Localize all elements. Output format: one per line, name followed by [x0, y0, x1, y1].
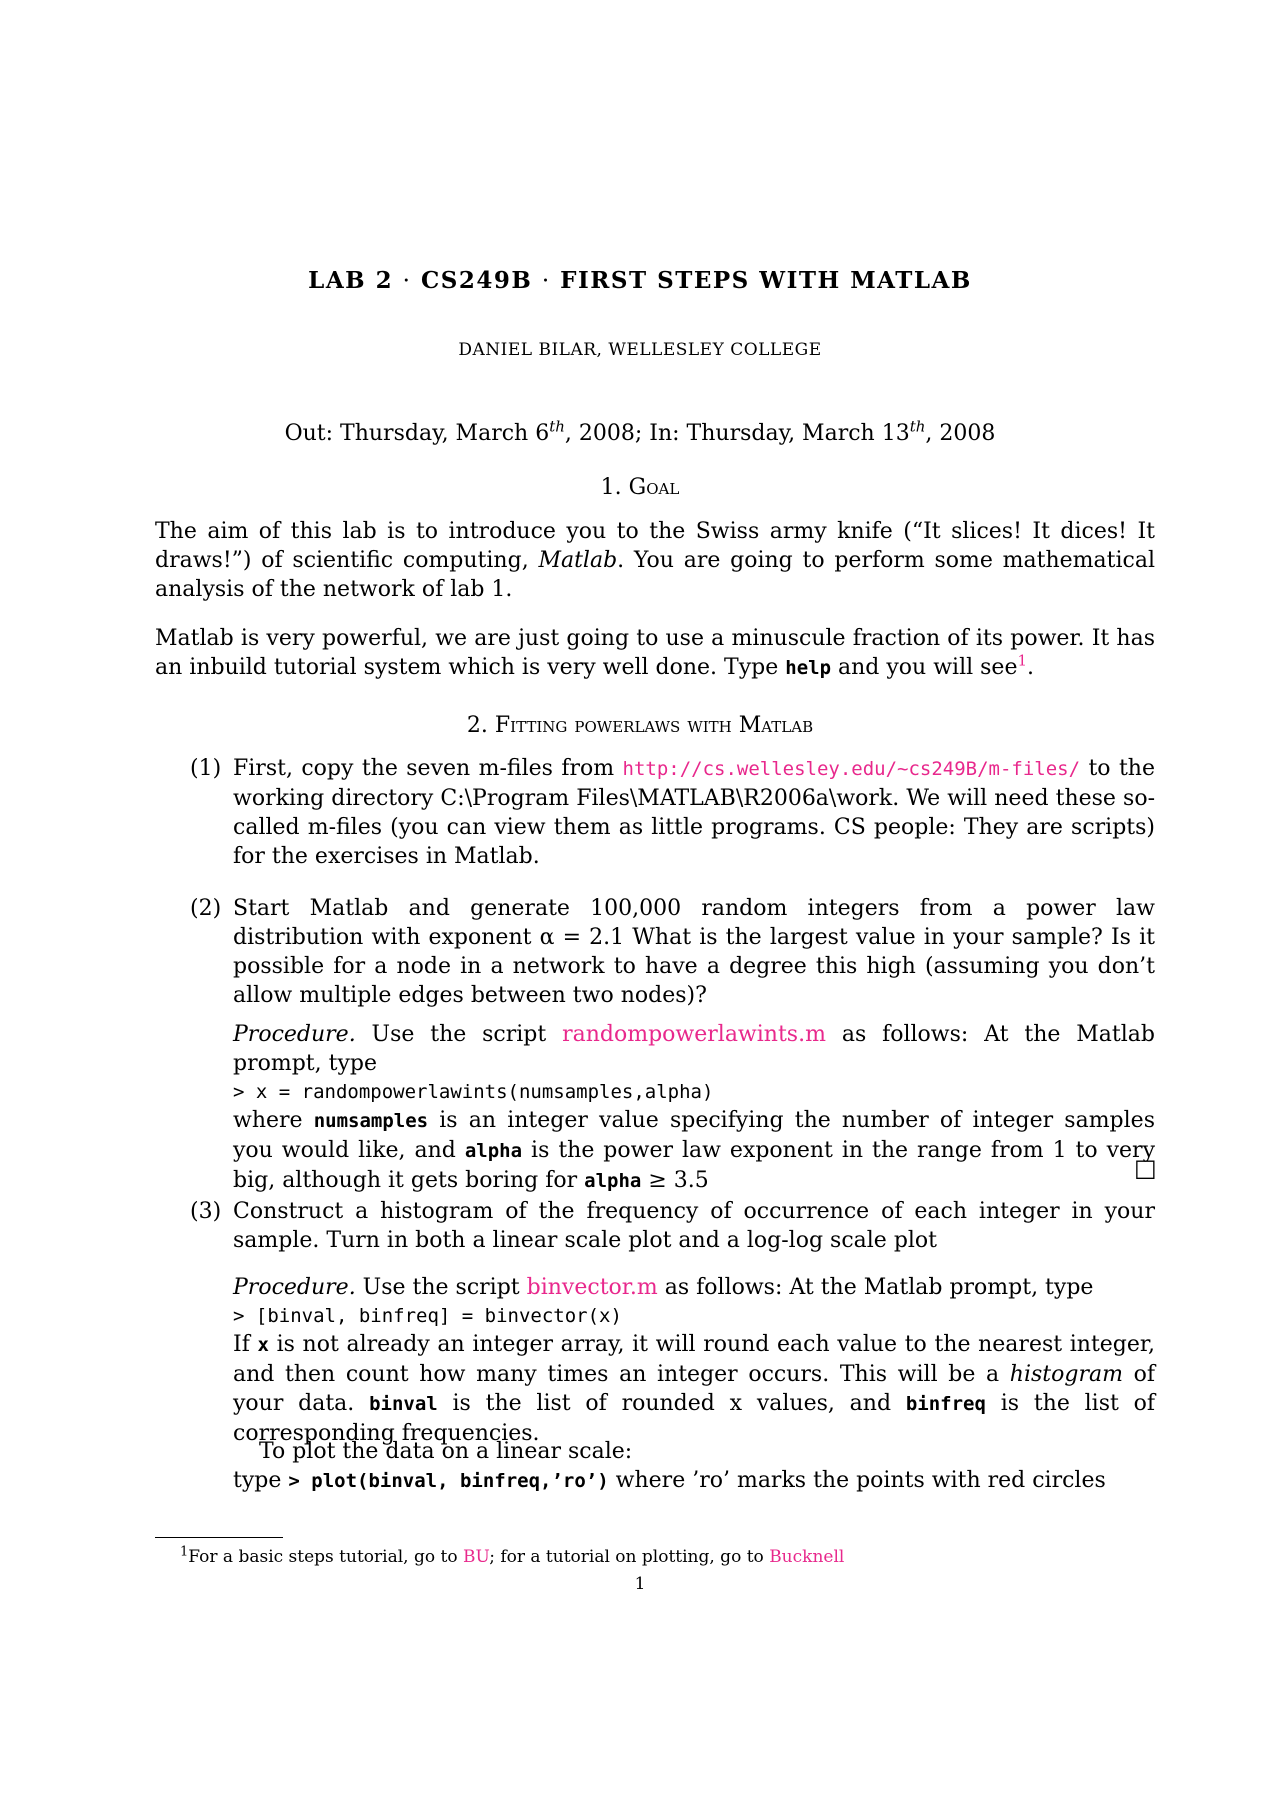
- author-line: DANIEL BILAR, WELLESLEY COLLEGE: [458, 340, 822, 360]
- section-1-heading: 1. Goal: [600, 475, 680, 500]
- goal-paragraph-2: Matlab is very powerful, we are just going to use a minuscule fraction of its power. It has an inbuild tutorial system which is very well done. Type help and you will see$^1$.: [155, 626, 1155, 680]
- footnote-reference[interactable]: 1: [1017, 651, 1028, 670]
- plot-instructions: To plot the data on a linear scale: type > plot(binval, binfreq,’ro’) where ’ro’ marks the points with red circles: [233, 1437, 1155, 1496]
- randompowerlawints-link[interactable]: randompowerlawints.m: [562, 1022, 826, 1047]
- list-item-3-text: Construct a histogram of the frequency of occurrence of each integer in your sample. Turn in both a linear scale plot and a log-log scale plot: [233, 1199, 1155, 1253]
- footnote: $^1$For a basic steps tutorial, go to BU; for a tutorial on plotting, go to Bucknell: [180, 1544, 845, 1567]
- page-number: 1: [634, 1574, 646, 1594]
- binvector-link[interactable]: binvector.m: [526, 1275, 658, 1300]
- procedure-2: Procedure. Use the script randompowerlawints.m as follows: At the Matlab prompt, type > x = randompowerlawints(numsamples,alpha) where numsamples is an integer value specifying the number of integer samples you would like, and alpha is the power law exponent in the range from 1 to very big, although it gets boring for alpha ≥ 3.5: [233, 1022, 1155, 1193]
- title-lab: LAB 2: [308, 267, 394, 294]
- due-dates: Out: Thursday, March 6th, 2008; In: Thursday, March 13th, 2008: [284, 417, 996, 446]
- title-topic: FIRST STEPS WITH MATLAB: [560, 267, 972, 294]
- procedure-label: Procedure.: [233, 1275, 356, 1300]
- procedure-3: Procedure. Use the script binvector.m as follows: At the Matlab prompt, type > [binval, binfreq] = binvector(x) If x is not already an integer array, it will round each value to the nearest integer, and then count how many times an integer occurs. This will be a histogram of your data. binval is the list of rounded x values, and binfreq is the list of corresponding frequencies.: [233, 1275, 1156, 1446]
- title-separator: ·: [541, 268, 551, 294]
- list-item-1: First, copy the seven m-files from http://cs.wellesley.edu/~cs249B/m-files/ to the working directory C:\Program Files\MATLAB\R2006a\work. We will need these so-called m-files (you can view them as little programs. CS people: They are scripts) for the exercises in Matlab.: [233, 756, 1155, 869]
- procedure-label: Procedure.: [233, 1022, 356, 1047]
- section-2-heading: 2. Fitting powerlaws with Matlab: [466, 713, 814, 738]
- list-item-2-number: (2): [190, 896, 222, 921]
- list-item-1-number: (1): [190, 756, 222, 781]
- document-title: [0, 266, 1280, 296]
- footnote-rule: [155, 1537, 283, 1538]
- bucknell-link[interactable]: Bucknell: [769, 1547, 845, 1567]
- footnote-mark: 1: [180, 1544, 189, 1560]
- list-item-2-text: Start Matlab and generate 100,000 random integers from a power law distribution with exponent α = 2.1 What is the largest value in your sample? Is it possible for a node in a network to have a degree this high (assuming you don’t allow multiple edges between two nodes)?: [233, 896, 1155, 1008]
- plot-intro: To plot the data on a linear scale:: [259, 1439, 633, 1464]
- goal-paragraph-1: The aim of this lab is to introduce you to the Swiss army knife (“It slices! It dices! It draws!”) of scientific computing, Matlab. You are going to perform some mathematical analysis of the network of lab 1.: [155, 519, 1155, 602]
- list-item-3-number: (3): [190, 1199, 222, 1224]
- command-plot: > plot(binval, binfreq,’ro’): [288, 1470, 609, 1492]
- command-binvector: > [binval, binfreq] = binvector(x): [233, 1305, 622, 1327]
- title-course: CS249B: [420, 267, 533, 294]
- command-randompowerlawints: > x = randompowerlawints(numsamples,alpha): [233, 1081, 714, 1103]
- m-files-link[interactable]: http://cs.wellesley.edu/~cs249B/m-files/: [622, 758, 1081, 780]
- bu-link[interactable]: BU: [462, 1547, 490, 1567]
- qed-box: □: [1134, 1154, 1157, 1182]
- title-separator: ·: [402, 268, 412, 294]
